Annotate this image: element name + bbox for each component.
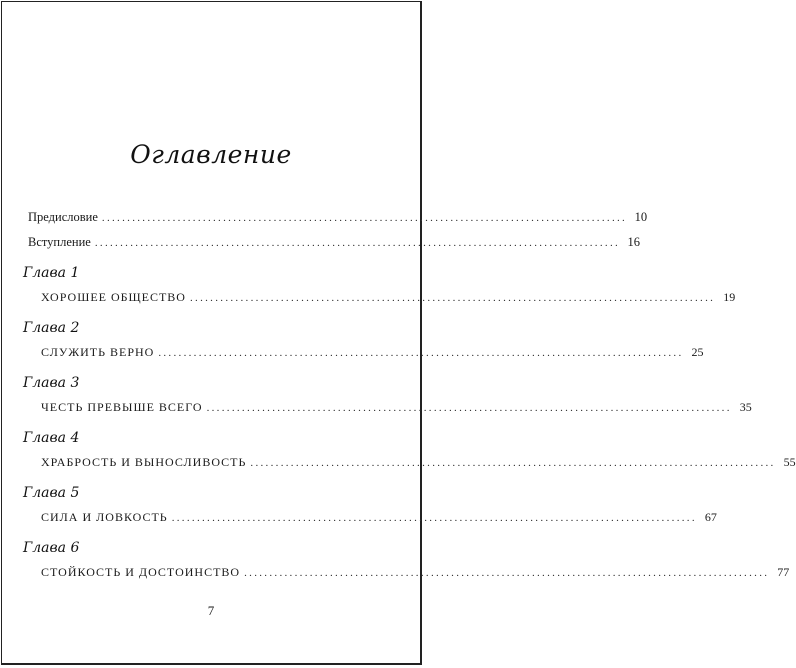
dot-leader: ........................................................................................................ [244, 567, 770, 579]
toc-entry-page: 19 [723, 290, 736, 304]
toc-entry-label: ЧЕСТЬ ПРЕВЫШЕ ВСЕГО [41, 400, 203, 414]
toc-entry-label: Вступление [28, 235, 91, 249]
toc-entry-page: 25 [691, 345, 704, 359]
toc-entry-introduction[interactable] [28, 233, 641, 251]
chapter-heading-3: Глава 3 [23, 375, 80, 391]
toc-entry-page: 55 [783, 455, 796, 469]
dot-leader: ........................................................................................................ [94, 237, 621, 249]
dot-leader: ........................................................................................................ [189, 292, 716, 304]
toc-entry-label: ХРАБРОСТЬ И ВЫНОСЛИВОСТЬ [41, 455, 247, 469]
toc-entry-page: 10 [634, 210, 648, 224]
toc-entry-page: 16 [627, 235, 641, 249]
toc-entry-page: 77 [777, 565, 790, 579]
toc-entry-chapter-3[interactable] [41, 398, 752, 416]
dot-leader: ........................................................................................................ [158, 347, 684, 359]
dot-leader: ........................................................................................................ [101, 212, 628, 224]
toc-entry-label: СЛУЖИТЬ ВЕРНО [41, 345, 155, 359]
toc-entry-label: Предисловие [28, 210, 98, 224]
toc-entry-page: 35 [739, 400, 752, 414]
dot-leader: ........................................................................................................ [171, 512, 697, 524]
toc-entry-chapter-4[interactable] [41, 453, 796, 471]
toc-entry-label: СИЛА И ЛОВКОСТЬ [41, 510, 168, 524]
dot-leader: ........................................................................................................ [206, 402, 732, 414]
toc-entry-label: ХОРОШЕЕ ОБЩЕСТВО [41, 290, 186, 304]
toc-entry-label: СТОЙКОСТЬ И ДОСТОИНСТВО [41, 565, 241, 579]
toc-title: Оглавление [130, 140, 292, 169]
toc-entry-preface[interactable] [28, 208, 648, 226]
toc-entry-chapter-1[interactable] [41, 288, 736, 306]
chapter-heading-1: Глава 1 [23, 265, 80, 281]
toc-entry-page: 67 [704, 510, 717, 524]
chapter-heading-5: Глава 5 [23, 485, 80, 501]
dot-leader: ........................................................................................................ [250, 457, 776, 469]
toc-entry-chapter-5[interactable] [41, 508, 717, 526]
chapter-heading-6: Глава 6 [23, 540, 80, 556]
toc-entry-chapter-2[interactable] [41, 343, 704, 361]
chapter-heading-2: Глава 2 [23, 320, 80, 336]
chapter-heading-4: Глава 4 [23, 430, 80, 446]
book-page [1, 1, 796, 665]
page-number: 7 [207, 603, 215, 618]
toc-entry-chapter-6[interactable] [41, 563, 790, 581]
